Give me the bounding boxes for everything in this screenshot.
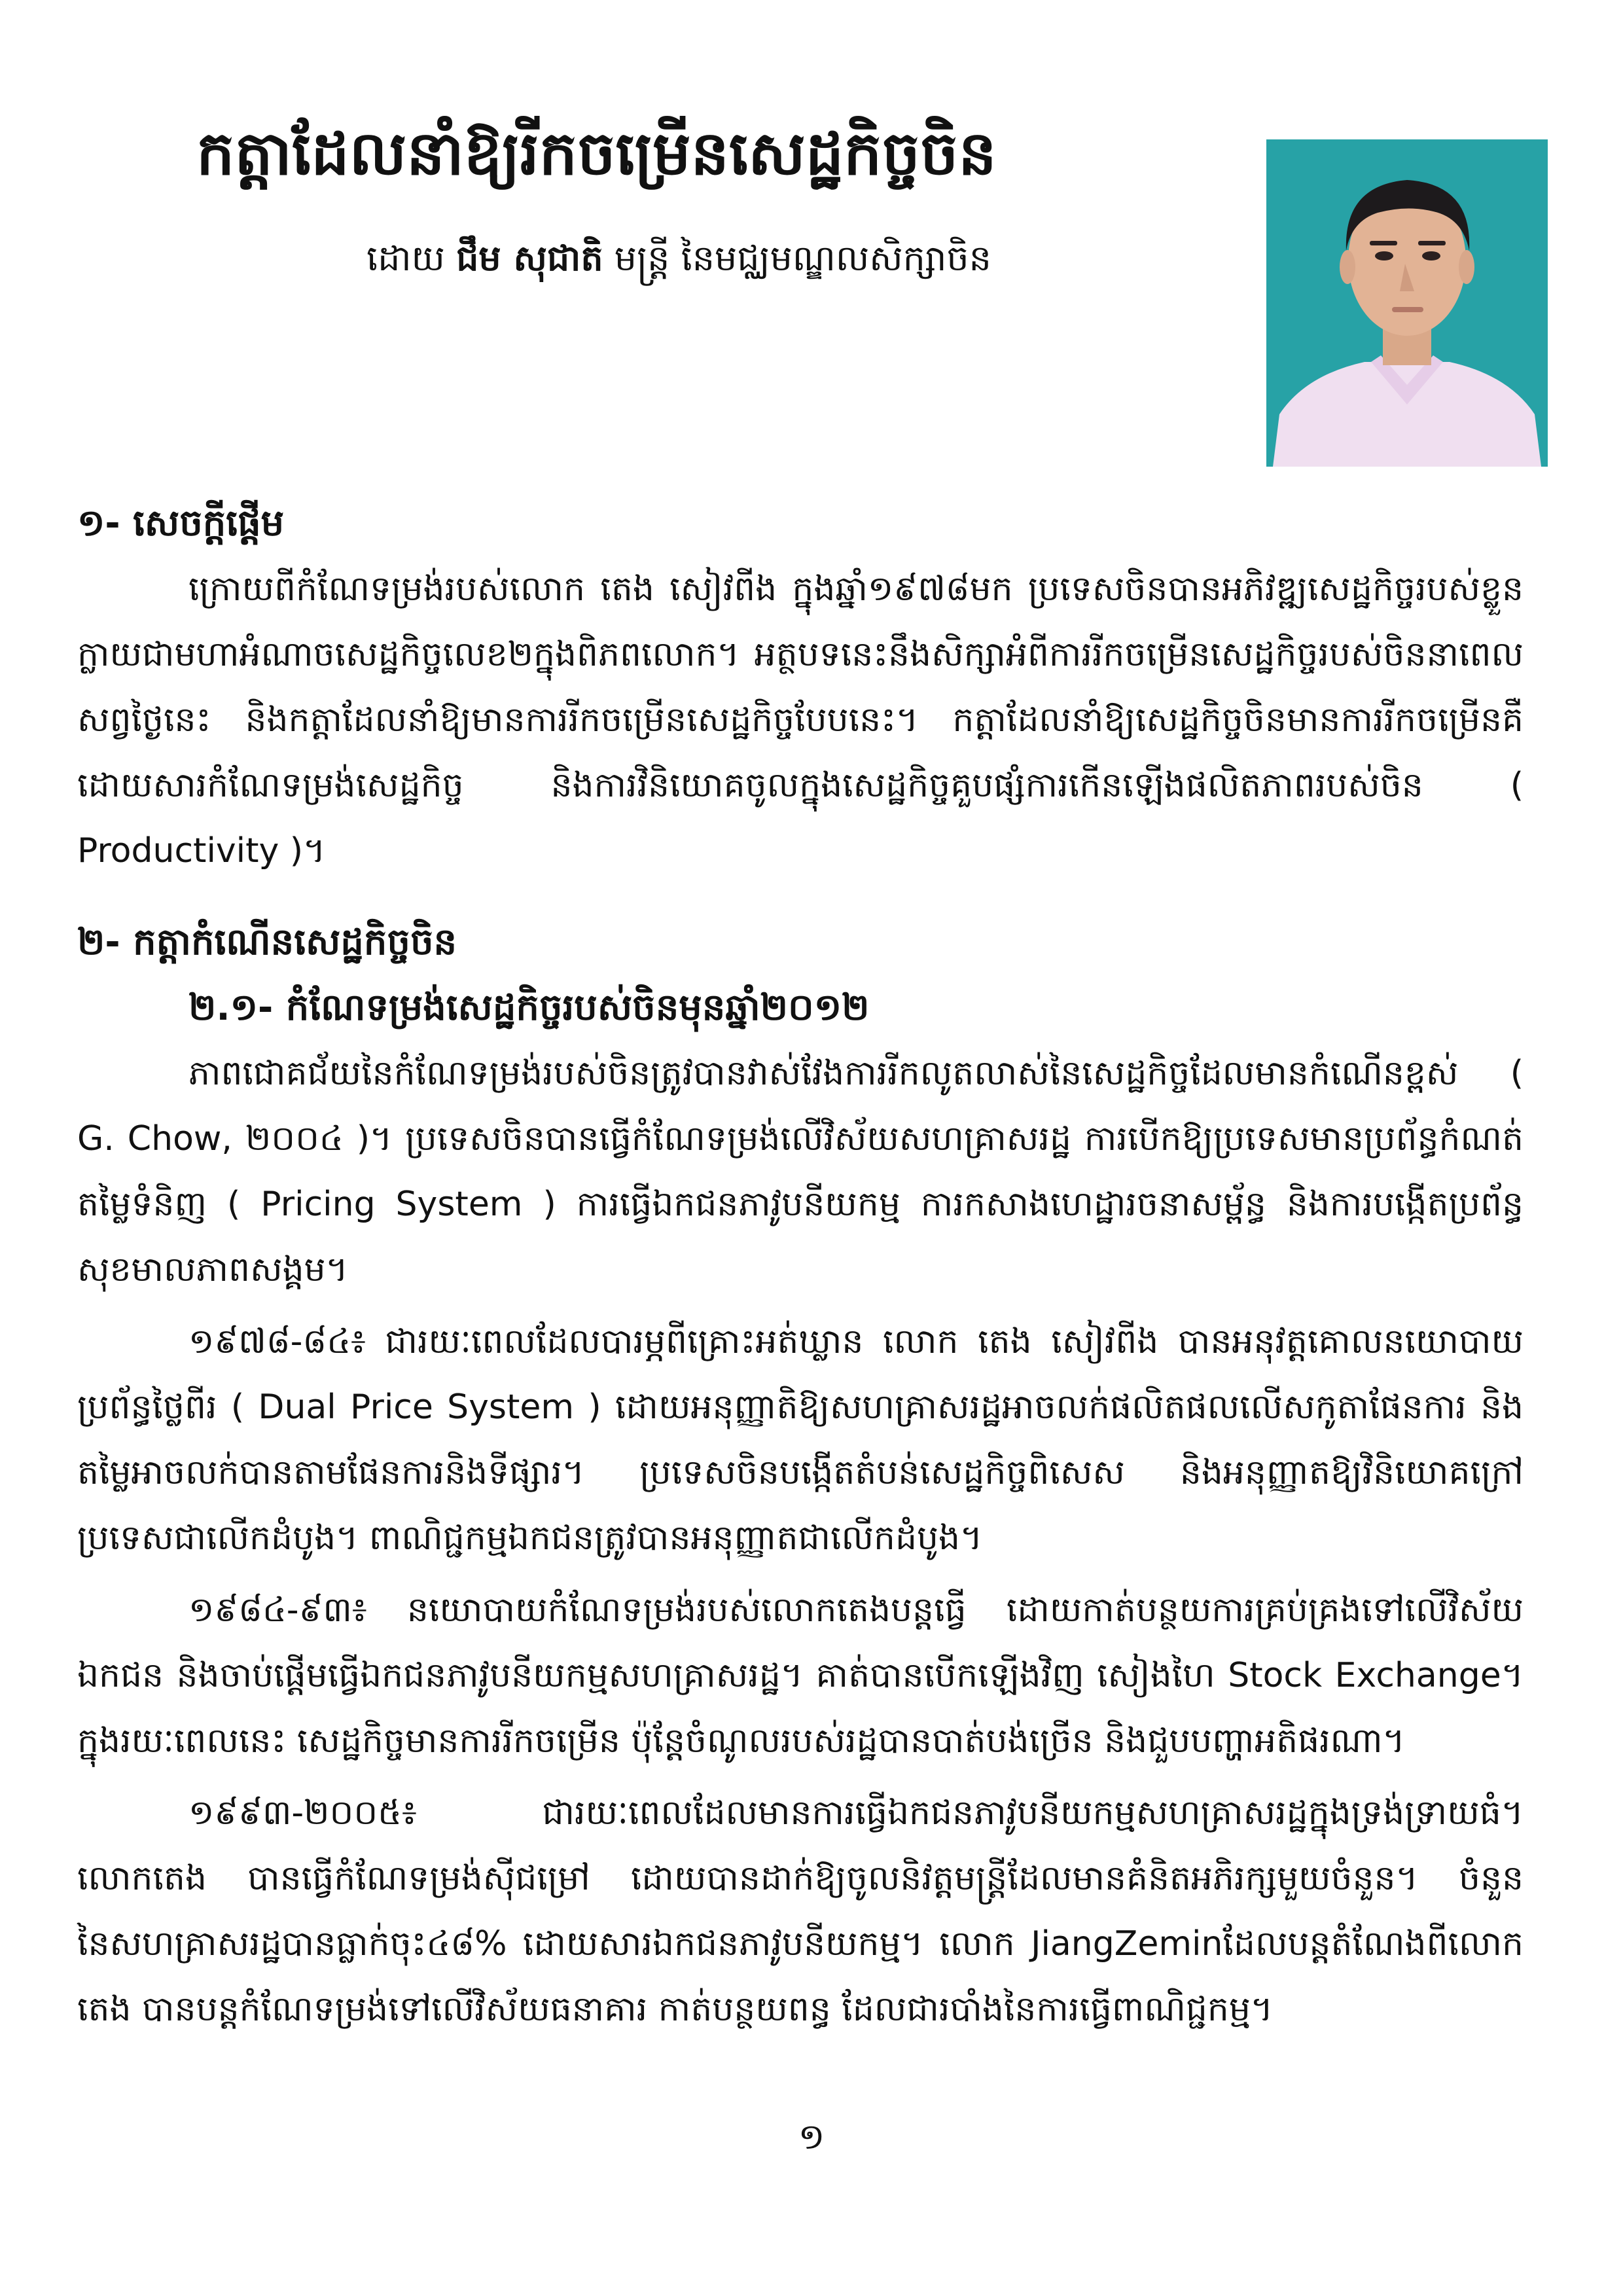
page-number: ១ — [798, 2116, 825, 2157]
author-photo — [1266, 139, 1548, 467]
author-name: ជឹម សុជាតិ — [456, 238, 603, 279]
paragraph: ក្រោយពីកំណែទម្រង់របស់លោក តេង សៀវពីង ក្នុងឆ្នាំ១៩៧៨មក ប្រទេសចិនបានអភិវឌ្ឍសេដ្ឋកិច្ចរបស់ខ្លួនក្លាយជាមហាអំណាចសេដ្ឋកិច្ចលេខ២ក្នុងពិភពលោក។ អត្ថបទនេះនឹងសិក្សាអំពីការរីកចម្រើនសេដ្ឋកិច្ចរបស់ចិននាពេលសព្វថ្ងៃនេះ និងកត្តាដែលនាំឱ្យមានការរីកចម្រើនសេដ្ឋកិច្ចបែបនេះ។ កត្តាដែលនាំឱ្យសេដ្ឋកិច្ចចិនមានការរីកចម្រើនគឺដោយសារកំណែទម្រង់សេដ្ឋកិច្ច និងការវិនិយោគចូលក្នុងសេដ្ឋកិច្ចគួបផ្សំការកើនឡើងផលិតភាពរបស់ចិន ( Productivity )។ — [77, 569, 1524, 870]
paragraph: ១៩៨៤-៩៣៖ នយោបាយកំណែទម្រង់របស់លោកតេងបន្តធ្វើ ដោយកាត់បន្ថយការគ្រប់គ្រងទៅលើវិស័យឯកជន និងចាប់ផ្តើមធ្វើឯកជនភាវូបនីយកម្មសហគ្រាសរដ្ឋ។ គាត់បានបើកឡើងវិញ សៀងហៃ Stock Exchange។ ក្នុងរយៈពេលនេះ សេដ្ឋកិច្ចមានការរីកចម្រើន ប៉ុន្តែចំណូលរបស់រដ្ឋបានបាត់បង់ច្រើន និងជួបបញ្ហាអតិផរណា។ — [77, 1590, 1524, 1761]
article-body — [77, 491, 1524, 2049]
section-heading-introduction: ១- សេចក្តីផ្តើម — [77, 502, 285, 545]
byline — [366, 229, 1217, 288]
author-affiliation: មន្ត្រី នៃមជ្ឈមណ្ឌលសិក្សាចិន — [614, 238, 991, 279]
paragraph: ១៩៧៨-៨៤៖ ជារយៈពេលដែលបារម្ភពីគ្រោះអត់ឃ្លាន លោក តេង សៀវពីង បានអនុវត្តគោលនយោបាយប្រព័ន្ធថ្លៃពីរ ( Dual Price System ) ដោយអនុញ្ញាតិឱ្យសហគ្រាសរដ្ឋអាចលក់ផលិតផលលើសកូតាផែនការ និងតម្លៃអាចលក់បានតាមផែនការនិងទីផ្សារ។ ប្រទេសចិនបង្កើតតំបន់សេដ្ឋកិច្ចពិសេស និងអនុញ្ញាតឱ្យវិនិយោគក្រៅប្រទេសជាលើកដំបូង។ ពាណិជ្ជកម្មឯកជនត្រូវបានអនុញ្ញាតជាលើកដំបូង។ — [77, 1322, 1524, 1558]
paragraph: ភាពជោគជ័យនៃកំណែទម្រង់របស់ចិនត្រូវបានវាស់វែងការរីកលូតលាស់នៃសេដ្ឋកិច្ចដែលមានកំណើនខ្ពស់ ( G. Chow, ២០០៤ )។ ប្រទេសចិនបានធ្វើកំណែទម្រង់លើវិស័យសហគ្រាសរដ្ឋ ការបើកឱ្យប្រទេសមានប្រព័ន្ធកំណត់តម្លៃទំនិញ ( Pricing System ) ការធ្វើឯកជនភាវូបនីយកម្ម ការកសាងហេដ្ឋារចនាសម្ព័ន្ធ និងការបង្កើតប្រព័ន្ធសុខមាលភាពសង្គម។ — [77, 1054, 1524, 1289]
article-title: កត្តាដែលនាំឱ្យរីកចម្រើនសេដ្ឋកិច្ចចិន — [196, 118, 997, 188]
subsection-heading-reforms: ២.១- កំណែទម្រង់សេដ្ឋកិច្ចរបស់ចិនមុនឆ្នាំ២០១២ — [188, 986, 870, 1029]
paragraph: ១៩៩៣-២០០៥៖ ជារយៈពេលដែលមានការធ្វើឯកជនភាវូបនីយកម្មសហគ្រាសរដ្ឋក្នុងទ្រង់ទ្រាយធំ។ លោកតេង បានធ្វើកំណែទម្រង់ស៊ីជម្រៅ ដោយបានដាក់ឱ្យចូលនិវត្តមន្ត្រីដែលមានគំនិតអភិរក្សមួយចំនួន។ ចំនួននៃសហគ្រាសរដ្ឋបានធ្លាក់ចុះ៤៨% ដោយសារឯកជនភាវូបនីយកម្ម។ លោក JiangZeminដែលបន្តតំណែងពីលោក តេង បានបន្តកំណែទម្រង់ទៅលើវិស័យធនាគារ កាត់បន្ថយពន្ធ ដែលជារបាំងនៃការធ្វើពាណិជ្ជកម្ម។ — [77, 1793, 1524, 2029]
section-heading-growth-factors: ២- កត្តាកំណើនសេដ្ឋកិច្ចចិន — [77, 921, 457, 963]
byline-prefix: ដោយ — [366, 238, 445, 279]
